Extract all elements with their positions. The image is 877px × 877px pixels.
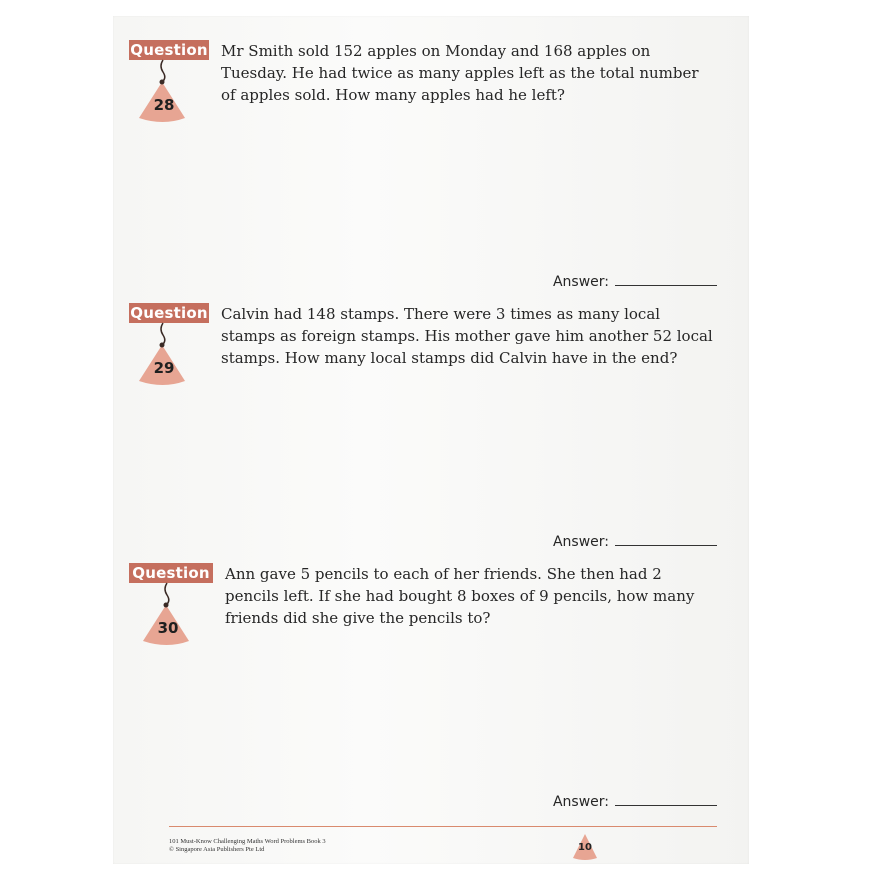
question-number: 29	[153, 359, 175, 377]
hanging-cone-icon	[129, 581, 213, 647]
hanging-cone-icon	[129, 321, 213, 387]
page-number: 10	[578, 842, 592, 853]
answer-field[interactable]	[553, 273, 717, 290]
answer-field[interactable]	[553, 533, 717, 550]
worksheet-page	[113, 16, 749, 864]
question-text: Mr Smith sold 152 apples on Monday and 168 apples on Tuesday. He had twice as many apples left as the total number of apples sold. How many apples had he left?	[221, 42, 699, 104]
hanging-cone-icon	[129, 58, 213, 124]
footer-divider	[169, 826, 717, 827]
question-label: Question	[129, 563, 213, 583]
footer-credits	[169, 838, 326, 854]
copyright-text: © Singapore Asia Publishers Pte Ltd	[169, 846, 265, 853]
answer-label: Answer:	[552, 534, 609, 550]
answer-field[interactable]	[553, 793, 717, 810]
book-title: 101 Must-Know Challenging Maths Word Problems Book 3	[169, 838, 326, 845]
page-number-badge	[571, 832, 599, 860]
answer-line[interactable]	[615, 533, 717, 546]
question-number: 30	[157, 619, 179, 637]
question-badge	[129, 40, 213, 124]
answer-line[interactable]	[615, 793, 717, 806]
answer-label: Answer:	[552, 274, 609, 290]
question-text: Ann gave 5 pencils to each of her friends. She then had 2 pencils left. If she had bought 8 boxes of 9 pencils, how many friends did she give the pencils to?	[225, 565, 695, 627]
question-badge	[129, 303, 213, 387]
question-text: Calvin had 148 stamps. There were 3 times as many local stamps as foreign stamps. His mother gave him another 52 local stamps. How many local stamps did Calvin have in the end?	[221, 305, 713, 367]
question-number: 28	[153, 96, 175, 114]
answer-label: Answer:	[552, 794, 609, 810]
answer-line[interactable]	[615, 273, 717, 286]
question-label: Question	[130, 304, 208, 322]
question-label: Question	[130, 41, 208, 59]
question-badge	[129, 563, 213, 647]
